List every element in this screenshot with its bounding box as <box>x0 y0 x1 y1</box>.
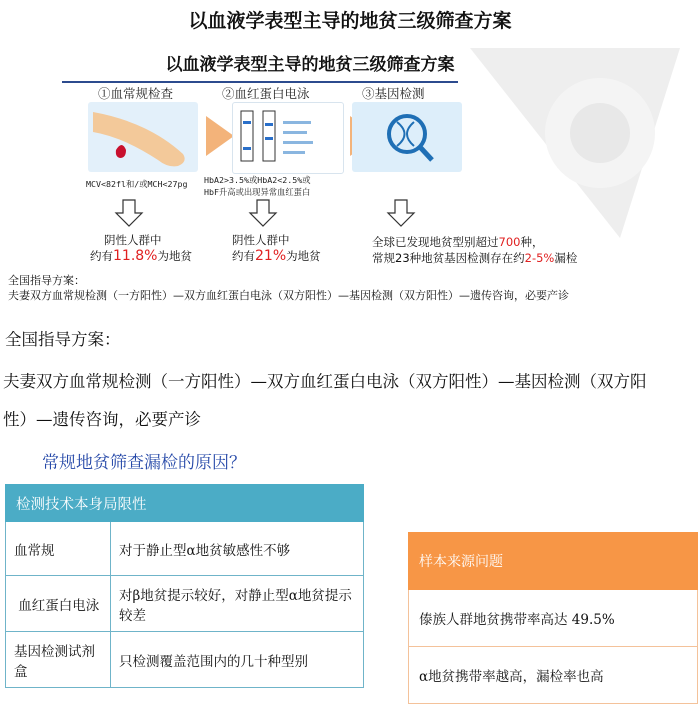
step-3-image <box>352 102 462 172</box>
result-2 <box>232 232 321 264</box>
sample-source-table <box>408 532 698 704</box>
tech-row-3-value: 只检测覆盖范围内的几十种型别 <box>111 632 364 688</box>
guide-line-2: 性）—遗传咨询，必要产诊 <box>3 410 201 429</box>
tech-row-2-value: 对β地贫提示较好，对静止型α地贫提示较差 <box>111 576 364 632</box>
result-2-line2: 约有21%为地贫 <box>232 248 321 264</box>
tech-row-2-key: 血红蛋白电泳 <box>6 576 111 632</box>
figure-guide-title: 全国指导方案： <box>8 274 85 287</box>
sample-table-header: 样本来源问题 <box>409 533 698 590</box>
table-row <box>409 647 698 704</box>
step-2-label: ②血红蛋白电泳 <box>222 86 310 101</box>
step-2-criteria-line1: HbA2>3.5%或HbA2<2.5%或 <box>204 175 311 185</box>
result-1-value: 11.8% <box>113 248 158 264</box>
guide-line-1: 夫妻双方血常规检测（一方阳性）—双方血红蛋白电泳（双方阳性）—基因检测（双方阳 <box>3 372 647 391</box>
step-1-label: ①血常规检查 <box>98 86 174 101</box>
result-3-line1: 全球已发现地贫型别超过700种， <box>372 235 544 249</box>
tech-limitation-table <box>5 484 364 688</box>
step-2-image <box>232 102 344 174</box>
step-3-label: ③基因检测 <box>362 86 425 101</box>
figure-title: 以血液学表型主导的地贫三级筛查方案 <box>165 55 455 75</box>
result-3 <box>372 234 577 266</box>
sample-row-1: 傣族人群地贫携带率高达 49.5% <box>409 590 698 647</box>
down-arrow-3-icon <box>386 198 416 228</box>
sample-row-2: α地贫携带率越高，漏检率也高 <box>409 647 698 704</box>
step-arrow-1 <box>206 116 234 156</box>
dna-magnifier-icon <box>352 102 462 172</box>
reason-title: 常规地贫筛查漏检的原因？ <box>42 453 246 473</box>
down-arrow-2-icon <box>248 198 278 228</box>
step-2-criteria-line2: HbF升高或出现异常血红蛋白 <box>204 187 311 197</box>
result-3-line2: 常规23种地贫基因检测存在约2-5%漏检 <box>372 251 578 265</box>
table-row <box>6 632 364 688</box>
page-title: 以血液学表型主导的地贫三级筛查方案 <box>188 10 512 32</box>
tech-row-1-key: 血常规 <box>6 522 111 576</box>
down-arrow-1-icon <box>114 198 144 228</box>
result-1-line1: 阴性人群中 <box>104 233 162 247</box>
result-1-line2: 约有11.8%为地贫 <box>90 248 192 264</box>
step-1-criteria: MCV<82fl和/或MCH<27pg <box>86 179 188 189</box>
table-row <box>6 522 364 576</box>
guide-title: 全国指导方案： <box>5 330 121 349</box>
figure-title-rule <box>62 81 458 83</box>
tech-table-header: 检测技术本身局限性 <box>6 485 364 522</box>
screening-figure <box>0 38 700 308</box>
table-row <box>409 590 698 647</box>
table-row <box>6 576 364 632</box>
tech-row-3-key: 基因检测试剂盒 <box>6 632 111 688</box>
result-1 <box>90 232 192 264</box>
tech-row-1-value: 对于静止型α地贫敏感性不够 <box>111 522 364 576</box>
figure-guide-text: 夫妻双方血常规检测（一方阳性）—双方血红蛋白电泳（双方阳性）—基因检测（双方阳性）—遗传咨询，必要产诊 <box>8 289 569 302</box>
finger-blood-icon <box>88 102 198 172</box>
step-1-image <box>88 102 198 172</box>
result-2-line1: 阴性人群中 <box>232 233 290 247</box>
electrophoresis-icon <box>233 103 343 173</box>
result-2-value: 21% <box>255 248 287 264</box>
